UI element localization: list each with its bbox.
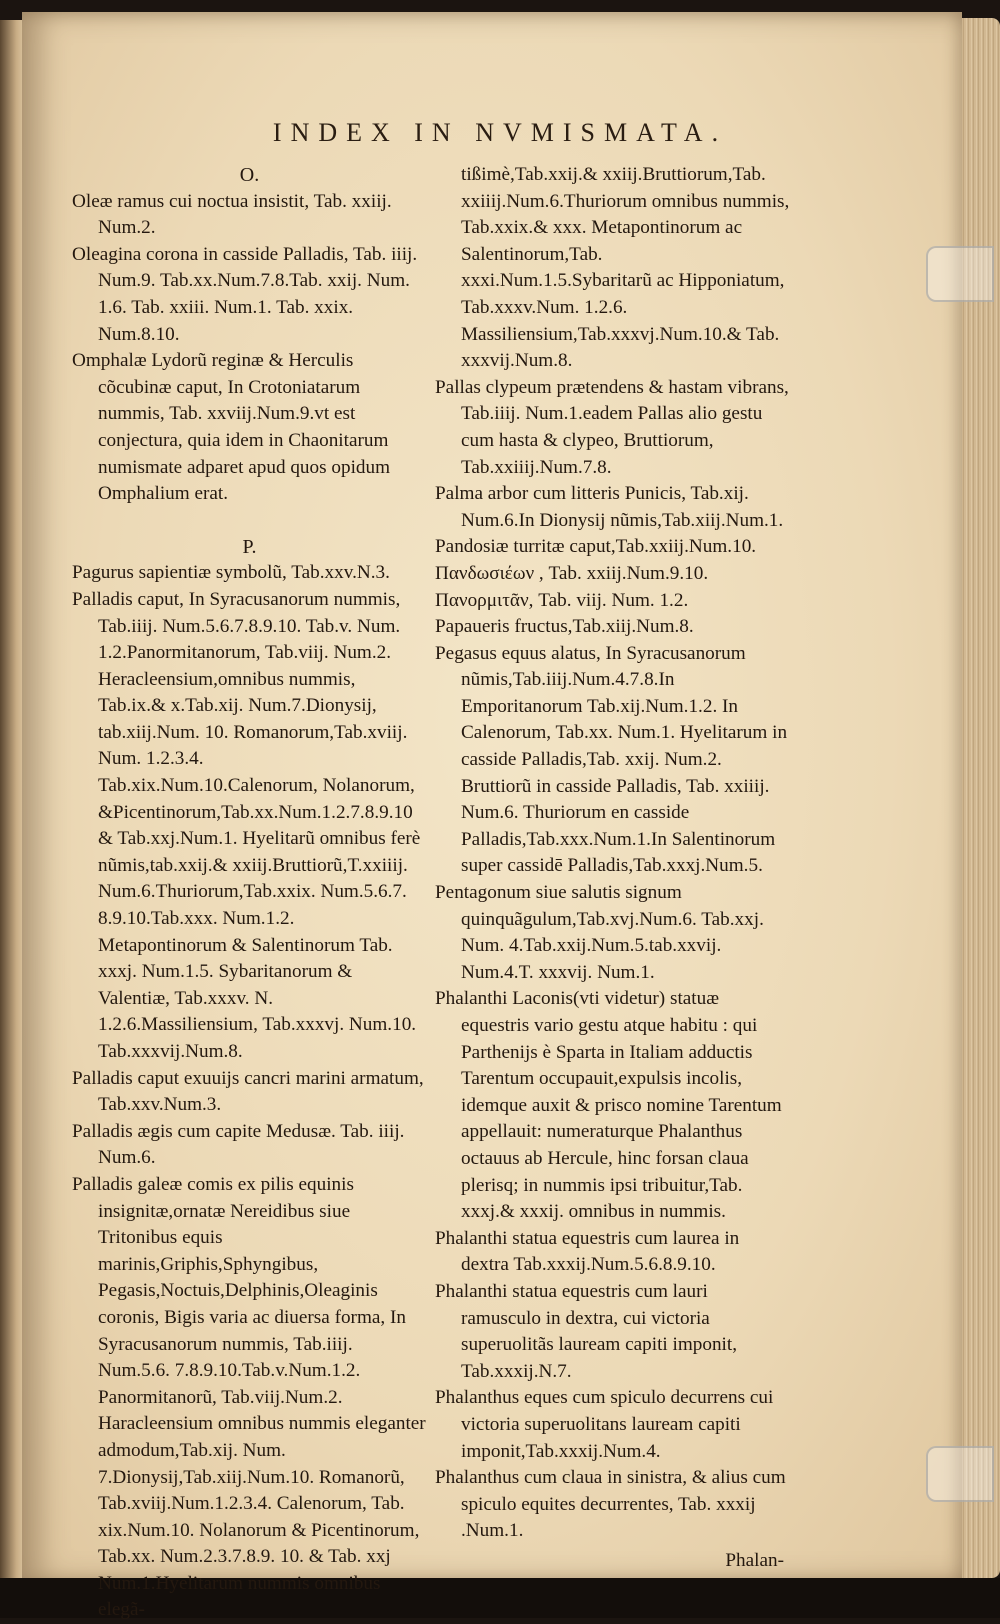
index-entry: Palladis caput, In Syracusanorum nummis, Tab.iiij. Num.5.6.7.8.9.10. Tab.v. Num. 1.2.Panormitanorum, Tab.viij. Num.2. Heracleensium,omnibus nummis, Tab.ix.& x.Tab.xij. Num.7.Dionysij, tab.xiij.Num. 10. Romanorum,Tab.xviij. Num. 1.2.3.4. Tab.xix.Num.10.Calenorum, Nolanorum, &Picentinorum,Tab.xx.Num.1.2.7.8.9.10 & Tab.xxj.Num.1. Hyelitarũ omnibus ferè nũmis,tab.xxij.& xxiij.Bruttiorũ,T.xxiiij. Num.6.Thuriorum,Tab.xxix. Num.5.6.7. 8.9.10.Tab.xxx. Num.1.2. Metapontinorum & Salentinorum Tab. xxxj. Num.1.5. Sybaritanorum & Valentiæ, Tab.xxxv. N. 1.2.6.Massiliensium, Tab.xxxvj. Num.10. Tab.xxxvij.Num.8.	[72, 588, 421, 1062]
index-entry: Phalanthi Laconis(vti videtur) statuæ equestris vario gestu atque habitu : qui Parthenijs è Sparta in Italiam adductis Tarentum occupauit,expulsis incolis, idemque auxit & prisco nomine Tarentum appellauit: numeraturque Phalanthus octauus ab Hercule, hinc forsan claua plerisq; in nummis ipsi tribuitur,Tab. xxxj.& xxxij. omnibus in nummis.	[435, 988, 782, 1223]
section-letter: O.	[239, 164, 260, 186]
index-entry: Pallas clypeum prætendens & hastam vibrans, Tab.iiij. Num.1.eadem Pallas alio gestu cum hasta & clypeo, Bruttiorum, Tab.xxiiij.Num.7.8.	[435, 376, 789, 478]
section-letter: P.	[242, 535, 257, 558]
index-entry: Pegasus equus alatus, In Syracusanorum nũmis,Tab.iiij.Num.4.7.8.In Emporitanorum Tab.xij.Num.1.2. In Calenorum, Tab.xx. Num.1. Hyelitarum in casside Palladis,Tab. xxij. Num.2. Bruttiorũ in casside Palladis, Tab. xxiiij. Num.6. Thuriorum en casside Palladis,Tab.xxx.Num.1.In Salentinorum super cassidē Palladis,Tab.xxxj.Num.5.	[435, 642, 788, 877]
index-entry: Palma arbor cum litteris Punicis, Tab.xij. Num.6.In Dionysij nũmis,Tab.xiij.Num.1.	[435, 483, 784, 531]
index-entry: Pagurus sapientiæ symbolũ, Tab.xxv.N.3.	[72, 562, 390, 584]
index-entry: Pentagonum siue salutis signum quinquãgulum,Tab.xvj.Num.6. Tab.xxj. Num. 4.Tab.xxij.Num.5.tab.xxvij. Num.4.T. xxxvij. Num.1.	[435, 882, 764, 983]
index-entry: Phalanthi statua equestris cum laurea in dextra Tab.xxxij.Num.5.6.8.9.10.	[435, 1227, 740, 1276]
index-entry: Palladis galeæ comis ex pilis equinis insignitæ,ornatæ Nereidibus siue Tritonibus equis marinis,Griphis,Sphyngibus, Pegasis,Noctuis,Delphinis,Oleaginis coronis, Bigis varia ac diuersa forma, In Syracusanorum nummis, Tab.iiij. Num.5.6. 7.8.9.10.Tab.v.Num.1.2. Panormitanorũ, Tab.viij.Num.2. Haracleensium omnibus nummis eleganter admodum,Tab.xij. Num. 7.Dionysij,Tab.xiij.Num.10. Romanorũ, Tab.xviij.Num.1.2.3.4. Calenorum, Tab. xix.Num.10. Nolanorum & Picentinorum, Tab.xx. Num.2.3.7.8.9. 10. & Tab. xxj Num.1.Hyelitarum nummis omnibus elegã-	[72, 1173, 426, 1621]
page-clip-bottom	[926, 1446, 994, 1502]
index-entry: Phalanthi statua equestris cum lauri ramusculo in dextra, cui victoria superuolitãs lauream capiti imponit, Tab.xxxij.N.7.	[435, 1280, 738, 1382]
index-entry: Oleæ ramus cui noctua insistit, Tab. xxiij. Num.2.	[72, 190, 392, 239]
catchword: Phalan-	[725, 1549, 784, 1571]
left-column	[72, 162, 427, 1624]
index-entry: Πανορμιτᾶν, Tab. viij. Num. 1.2.	[435, 589, 689, 611]
index-entry: Papaueris fructus,Tab.xiij.Num.8.	[435, 616, 694, 638]
entry-continuation: tißimè,Tab.xxij.& xxiij.Bruttiorum,Tab. xxiiij.Num.6.Thuriorum omnibus nummis, Tab.xxix.& xxx. Metapontinorum ac Salentinorum,Tab. xxxi.Num.1.5.Sybaritarũ ac Hipponiatum, Tab.xxxv.Num. 1.2.6. Massiliensium,Tab.xxxvj.Num.10.& Tab. xxxvij.Num.8.	[461, 164, 790, 372]
index-entry: Palladis ægis cum capite Medusæ. Tab. iiij. Num.6.	[72, 1120, 405, 1169]
index-entry: Oleagina corona in casside Palladis, Tab. iiij. Num.9. Tab.xx.Num.7.8.Tab. xxij. Num. 1.6. Tab. xxiii. Num.1. Tab. xxix. Num.8.10.	[72, 243, 418, 345]
index-entry: Palladis caput exuuijs cancri marini armatum, Tab.xxv.Num.3.	[72, 1067, 424, 1116]
index-entry: Phalanthus cum claua in sinistra, & alius cum spiculo equites decurrentes, Tab. xxxij .Num.1.	[435, 1467, 786, 1542]
right-column	[435, 162, 790, 1574]
spacer	[72, 508, 427, 534]
index-entry: Πανδωσιέων , Tab. xxiij.Num.9.10.	[435, 562, 709, 584]
index-entry: Pandosiæ turritæ caput,Tab.xxiij.Num.10.	[435, 536, 757, 558]
index-entry: Omphalæ Lydorũ reginæ & Herculis cõcubinæ caput, In Crotoniatarum nummis, Tab. xxviij.Num.9.vt est conjectura, quia idem in Chaonitarum numismate adparet apud quos opidum Omphalium erat.	[72, 350, 391, 505]
running-head: INDEX IN NVMISMATA.	[272, 118, 728, 147]
page-clip-top	[926, 246, 994, 302]
index-entry: Phalanthus eques cum spiculo decurrens cui victoria superuolitans lauream capiti imponit,Tab.xxxij.Num.4.	[435, 1387, 774, 1462]
